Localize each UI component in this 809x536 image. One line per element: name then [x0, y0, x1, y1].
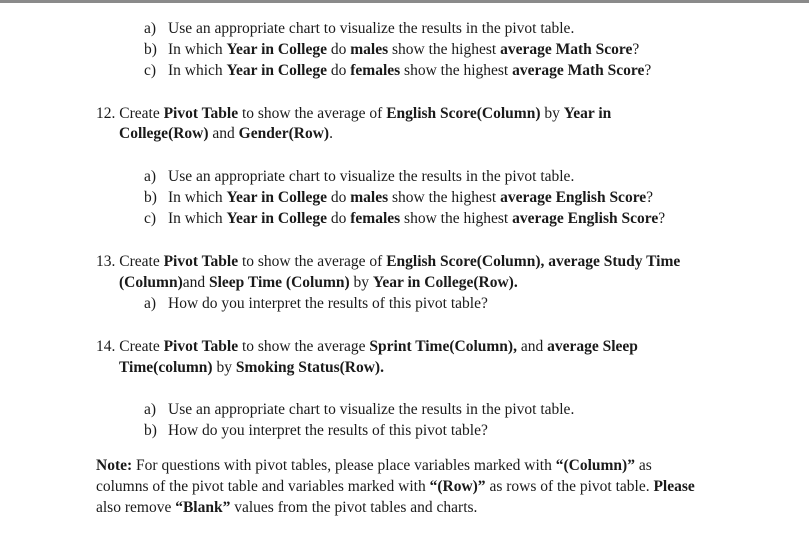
q11-item-a	[144, 19, 574, 39]
text-run: of	[365, 253, 387, 270]
bold-text: “(Row)”	[429, 478, 486, 495]
bold-text: Gender(Row)	[238, 125, 330, 142]
q11-item-b	[144, 40, 639, 60]
bold-text: English Score(Column), average Study Time	[386, 253, 681, 270]
q13-item-a	[144, 294, 488, 314]
text-run: 12. Create	[96, 105, 164, 122]
q12-line-1	[96, 104, 611, 124]
bold-text: Smoking Status(Row).	[235, 359, 384, 376]
q14-item-a	[144, 400, 574, 420]
item-marker: a)	[144, 168, 157, 185]
item-text	[168, 168, 574, 185]
text-run: and	[208, 125, 239, 142]
item-marker: a)	[144, 295, 157, 312]
text-run: ?	[632, 41, 640, 58]
q14-item-b	[144, 421, 488, 441]
item-marker: b)	[144, 189, 157, 206]
bold-text: Sleep Time (Column)	[209, 274, 350, 291]
bold-text: Please	[653, 478, 695, 495]
item-text	[168, 210, 665, 227]
bold-text: Note:	[96, 457, 133, 474]
bold-text: males	[350, 41, 389, 58]
q12-item-b	[144, 188, 653, 208]
text-run: In which	[168, 210, 227, 227]
bold-text: Time(column)	[119, 359, 213, 376]
note-line-1	[96, 456, 652, 476]
text-run: do	[327, 210, 351, 227]
item-text	[168, 422, 488, 439]
text-run: as	[634, 457, 652, 474]
text-run: Use an appropriate chart to visualize the results in the pivot table.	[168, 20, 575, 37]
bold-text: College(Row)	[119, 125, 209, 142]
text-run: In which	[168, 62, 227, 79]
text-run: verage	[324, 253, 366, 270]
item-marker: a)	[144, 20, 157, 37]
text-run: ?	[644, 62, 652, 79]
text-run: Use an appropriate chart to visualize the results in the pivot table.	[168, 401, 575, 418]
text-run: In which	[168, 41, 227, 58]
q11-item-c	[144, 61, 651, 81]
bold-text: females	[350, 62, 401, 79]
bold-text: average English Score	[500, 189, 647, 206]
bold-text: Year in College	[226, 41, 327, 58]
text-run: show the highest	[400, 210, 513, 227]
bold-text: Year in College	[226, 62, 327, 79]
bold-text: males	[350, 189, 389, 206]
text-run: Use an appropriate chart to visualize the results in the pivot table.	[168, 168, 575, 185]
bold-text: English Score(Column)	[386, 105, 541, 122]
bold-text: (Column)	[119, 274, 183, 291]
bold-text: Pivot Table	[163, 338, 239, 355]
text-run: columns of the pivot table and variables marked with	[96, 478, 430, 495]
text-run: ?	[646, 189, 654, 206]
item-text	[168, 295, 488, 312]
q13-line-2	[119, 273, 518, 293]
text-run: show the highest	[388, 189, 501, 206]
text-run: to show the a	[238, 253, 325, 270]
bold-text: “(Column)”	[555, 457, 635, 474]
item-marker: c)	[144, 62, 157, 79]
text-run: values from the pivot tables and charts.	[230, 499, 478, 516]
text-run: 14. Create	[96, 338, 164, 355]
text-run: by	[349, 274, 373, 291]
bold-text: “Blank”	[175, 499, 231, 516]
bold-text: Sprint Time(Column),	[369, 338, 517, 355]
text-run: and	[182, 274, 209, 291]
text-run: In which	[168, 189, 227, 206]
text-run: 13. Create	[96, 253, 164, 270]
text-run: verage	[324, 105, 366, 122]
note-line-3	[96, 498, 477, 518]
bold-text: average Math Score	[500, 41, 633, 58]
text-run: and	[516, 338, 548, 355]
text-run: also remove	[96, 499, 176, 516]
text-run: show the highest	[400, 62, 513, 79]
bold-text: Pivot Table	[163, 105, 239, 122]
text-run: How do you interpret the results of this pivot table?	[168, 422, 488, 439]
text-run: to show the a	[238, 105, 325, 122]
text-run: verage	[324, 338, 366, 355]
text-run: show the highest	[388, 41, 501, 58]
text-run: How do you interpret the results of this pivot table?	[168, 295, 488, 312]
bold-text: Year in College(Row).	[372, 274, 518, 291]
q12-item-a	[144, 167, 574, 187]
text-run: For questions with pivot tables, please place variables marked with	[132, 457, 556, 474]
item-marker: c)	[144, 210, 157, 227]
bold-text: Year in	[563, 105, 612, 122]
text-run: by	[212, 359, 236, 376]
bold-text: females	[350, 210, 401, 227]
text-run: .	[329, 125, 333, 142]
text-run: ?	[658, 210, 666, 227]
item-marker: b)	[144, 41, 157, 58]
q12-item-c	[144, 209, 665, 229]
text-run: by	[540, 105, 564, 122]
q14-line-2	[119, 358, 384, 378]
bold-text: Year in College	[226, 189, 327, 206]
q12-line-2	[119, 124, 333, 144]
bold-text: average Math Score	[512, 62, 645, 79]
text-run: as rows of the pivot table.	[485, 478, 654, 495]
item-text	[168, 62, 651, 79]
q14-line-1	[96, 337, 638, 357]
text-run: do	[327, 41, 351, 58]
text-run: of	[365, 105, 387, 122]
bold-text: average English Score	[512, 210, 659, 227]
item-text	[168, 401, 574, 418]
top-rule	[0, 0, 809, 3]
item-text	[168, 189, 653, 206]
item-text	[168, 41, 639, 58]
q13-line-1	[96, 252, 680, 272]
bold-text: average Sleep	[547, 338, 638, 355]
bold-text: Year in College	[226, 210, 327, 227]
note-line-2	[96, 477, 695, 497]
text-run: do	[327, 189, 351, 206]
item-marker: b)	[144, 422, 157, 439]
bold-text: Pivot Table	[163, 253, 239, 270]
item-text	[168, 20, 574, 37]
text-run: to show the a	[238, 338, 325, 355]
item-marker: a)	[144, 401, 157, 418]
text-run: do	[327, 62, 351, 79]
